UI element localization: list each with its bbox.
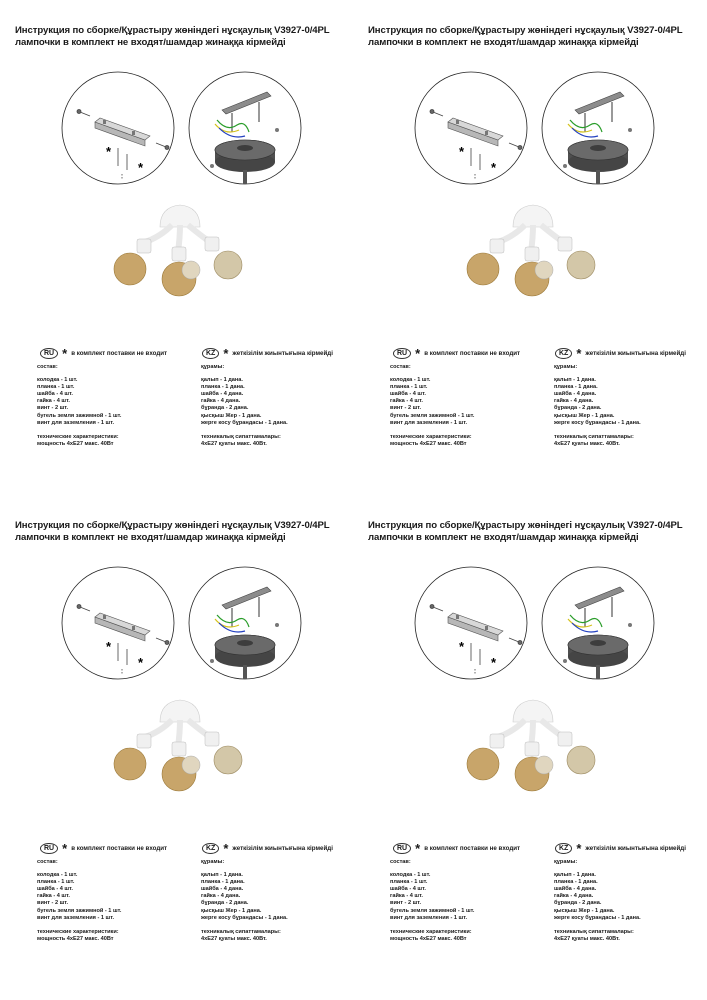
list-item: планка - 1 шт. xyxy=(390,879,428,886)
kz-tech-heading: техникалық сипаттамалары: xyxy=(201,928,281,935)
list-item: шайба - 4 шт. xyxy=(37,886,73,893)
list-item: қалып - 1 дана. xyxy=(554,377,596,384)
title-line-1: Инструкция по сборке/Құрастыру жөніндегі нұсқаулық V3927-0/4PL xyxy=(368,520,683,531)
ru-contents xyxy=(390,364,474,448)
ru-badge: RU xyxy=(393,348,411,359)
lamp-illustration xyxy=(100,692,260,797)
list-item: бұранда - 2 дана. xyxy=(201,405,249,412)
page-title xyxy=(15,25,355,48)
list-item: планка - 1 дана. xyxy=(554,879,598,886)
canopy-icon xyxy=(160,700,200,722)
bracket-mounting-diagram xyxy=(413,565,529,681)
list-item: қалып - 1 дана. xyxy=(201,377,243,384)
canopy-icon xyxy=(160,205,200,227)
legend-kz xyxy=(555,840,686,856)
list-item: колодка - 1 шт. xyxy=(390,377,431,384)
ru-note: в комплект поставки не входит xyxy=(71,350,168,357)
ru-heading: состав: xyxy=(390,364,411,370)
star-icon: * xyxy=(491,655,497,670)
kz-tech-value: 4хЕ27 қуаты макс. 40Вт. xyxy=(554,935,620,942)
list-item: қалып - 1 дана. xyxy=(201,872,243,879)
title-line-2: лампочки в комплект не входят/шамдар жинаққа кірмейді xyxy=(15,36,286,48)
list-item: винт - 2 шт. xyxy=(390,405,422,412)
legend-ru xyxy=(40,345,168,361)
list-item: гайка - 4 дана. xyxy=(201,893,241,900)
list-item: винт - 2 шт. xyxy=(37,900,69,907)
list-item: жерге косу бұрандасы - 1 дана. xyxy=(554,419,641,426)
list-item: планка - 1 шт. xyxy=(390,384,428,391)
ru-note: в комплект поставки не входит xyxy=(424,350,521,357)
legend-ru xyxy=(393,840,521,856)
list-item: жерге косу бұрандасы - 1 дана. xyxy=(554,914,641,921)
ru-tech-heading: технические характеристики: xyxy=(390,928,472,935)
star-icon: * xyxy=(223,345,229,361)
list-item: бугель земля зажимной - 1 шт. xyxy=(390,907,475,914)
instruction-copy xyxy=(15,25,355,505)
page-title xyxy=(15,520,355,543)
list-item: винт для заземления - 1 шт. xyxy=(37,419,115,426)
ru-contents xyxy=(390,859,474,943)
list-item: гайка - 4 шт. xyxy=(37,398,70,405)
list-item: бугель земля зажимной - 1 шт. xyxy=(37,907,122,914)
ru-tech-value: мощность 4хЕ27 макс. 40Вт xyxy=(390,440,467,447)
ru-tech-heading: технические характеристики: xyxy=(37,433,119,440)
list-item: шайба - 4 дана. xyxy=(201,391,244,398)
list-item: планка - 1 дана. xyxy=(201,384,245,391)
kz-badge: KZ xyxy=(202,843,219,854)
list-item: колодка - 1 шт. xyxy=(37,377,78,384)
list-item: винт - 2 шт. xyxy=(390,900,422,907)
ru-note: в комплект поставки не входит xyxy=(424,845,521,852)
screw-icon xyxy=(210,659,214,663)
star-icon: * xyxy=(62,840,68,856)
list-item: қысқыш Жер - 1 дана. xyxy=(554,907,615,914)
list-item: гайка - 4 шт. xyxy=(390,398,423,405)
list-item: планка - 1 шт. xyxy=(37,879,75,886)
ru-tech-heading: технические характеристики: xyxy=(37,928,119,935)
kz-contents xyxy=(554,364,641,448)
star-icon: * xyxy=(459,639,465,654)
legend-kz xyxy=(202,345,333,361)
canopy-wiring-diagram xyxy=(540,565,656,681)
list-item: шайба - 4 дана. xyxy=(554,886,597,893)
kz-tech-heading: техникалық сипаттамалары: xyxy=(554,928,634,935)
screw-icon xyxy=(628,128,632,132)
list-item: бұранда - 2 дана. xyxy=(554,405,602,412)
list-item: қысқыш Жер - 1 дана. xyxy=(554,412,615,419)
list-item: жерге косу бұрандасы - 1 дана. xyxy=(201,419,288,426)
ru-contents xyxy=(37,364,121,448)
star-icon: * xyxy=(138,655,144,670)
kz-contents xyxy=(201,364,288,448)
star-icon: * xyxy=(223,840,229,856)
star-icon: * xyxy=(415,840,421,856)
instruction-copy xyxy=(368,520,707,1000)
star-icon: * xyxy=(138,160,144,175)
lamp-illustration xyxy=(453,692,613,797)
canopy-icon xyxy=(513,205,553,227)
title-line-2: лампочки в комплект не входят/шамдар жинаққа кірмейді xyxy=(368,36,639,48)
list-item: бұранда - 2 дана. xyxy=(554,900,602,907)
list-item: бұранда - 2 дана. xyxy=(201,900,249,907)
list-item: қысқыш Жер - 1 дана. xyxy=(201,907,262,914)
title-line-2: лампочки в комплект не входят/шамдар жинаққа кірмейді xyxy=(15,531,286,543)
screw-icon xyxy=(628,623,632,627)
kz-contents xyxy=(554,859,641,943)
ru-badge: RU xyxy=(40,843,58,854)
list-item: винт для заземления - 1 шт. xyxy=(390,419,468,426)
ru-contents xyxy=(37,859,121,943)
kz-tech-heading: техникалық сипаттамалары: xyxy=(201,433,281,440)
kz-note: жеткізілім жиынтығына кірмейді xyxy=(585,845,686,852)
lamp-illustration xyxy=(453,197,613,302)
list-item: шайба - 4 шт. xyxy=(390,391,426,398)
bracket-mounting-diagram xyxy=(60,70,176,186)
ru-tech-heading: технические характеристики: xyxy=(390,433,472,440)
canopy-wiring-diagram xyxy=(540,70,656,186)
star-icon: * xyxy=(106,144,112,159)
kz-tech-heading: техникалық сипаттамалары: xyxy=(554,433,634,440)
kz-heading: құрамы: xyxy=(201,859,225,865)
list-item: гайка - 4 шт. xyxy=(390,893,423,900)
list-item: бугель земля зажимной - 1 шт. xyxy=(37,412,122,419)
screw-icon xyxy=(563,164,567,168)
list-item: гайка - 4 дана. xyxy=(554,893,594,900)
star-icon: * xyxy=(576,345,582,361)
page-title xyxy=(368,25,707,48)
kz-badge: KZ xyxy=(555,843,572,854)
ru-tech-value: мощность 4хЕ27 макс. 40Вт xyxy=(390,935,467,942)
list-item: планка - 1 шт. xyxy=(37,384,75,391)
kz-note: жеткізілім жиынтығына кірмейді xyxy=(232,350,333,357)
list-item: гайка - 4 дана. xyxy=(201,398,241,405)
kz-heading: құрамы: xyxy=(554,859,578,865)
ru-tech-value: мощность 4хЕ27 макс. 40Вт xyxy=(37,440,114,447)
star-icon: * xyxy=(106,639,112,654)
kz-note: жеткізілім жиынтығына кірмейді xyxy=(585,350,686,357)
legend-ru xyxy=(40,840,168,856)
bracket-mounting-diagram xyxy=(413,70,529,186)
list-item: шайба - 4 шт. xyxy=(390,886,426,893)
ru-heading: состав: xyxy=(37,364,58,370)
ru-heading: состав: xyxy=(37,859,58,865)
star-icon: * xyxy=(459,144,465,159)
list-item: гайка - 4 шт. xyxy=(37,893,70,900)
list-item: планка - 1 дана. xyxy=(201,879,245,886)
list-item: гайка - 4 дана. xyxy=(554,398,594,405)
kz-heading: құрамы: xyxy=(201,364,225,370)
list-item: жерге косу бұрандасы - 1 дана. xyxy=(201,914,288,921)
ru-note: в комплект поставки не входит xyxy=(71,845,168,852)
ru-badge: RU xyxy=(40,348,58,359)
ru-badge: RU xyxy=(393,843,411,854)
title-line-1: Инструкция по сборке/Құрастыру жөніндегі нұсқаулық V3927-0/4PL xyxy=(15,25,330,36)
list-item: колодка - 1 шт. xyxy=(37,872,78,879)
list-item: винт - 2 шт. xyxy=(37,405,69,412)
ru-heading: состав: xyxy=(390,859,411,865)
star-icon: * xyxy=(62,345,68,361)
title-line-1: Инструкция по сборке/Құрастыру жөніндегі нұсқаулық V3927-0/4PL xyxy=(15,520,330,531)
list-item: бугель земля зажимной - 1 шт. xyxy=(390,412,475,419)
legend-kz xyxy=(555,345,686,361)
canopy-wiring-diagram xyxy=(187,565,303,681)
legend-kz xyxy=(202,840,333,856)
kz-badge: KZ xyxy=(555,348,572,359)
bracket-mounting-diagram xyxy=(60,565,176,681)
star-icon: * xyxy=(415,345,421,361)
list-item: шайба - 4 дана. xyxy=(554,391,597,398)
kz-tech-value: 4хЕ27 қуаты макс. 40Вт. xyxy=(201,935,267,942)
screw-icon xyxy=(275,623,279,627)
canopy-icon xyxy=(513,700,553,722)
title-line-2: лампочки в комплект не входят/шамдар жинаққа кірмейді xyxy=(368,531,639,543)
ru-tech-value: мощность 4хЕ27 макс. 40Вт xyxy=(37,935,114,942)
instruction-copy xyxy=(368,25,707,505)
title-line-1: Инструкция по сборке/Құрастыру жөніндегі нұсқаулық V3927-0/4PL xyxy=(368,25,683,36)
list-item: винт для заземления - 1 шт. xyxy=(37,914,115,921)
screw-icon xyxy=(563,659,567,663)
kz-tech-value: 4хЕ27 қуаты макс. 40Вт. xyxy=(201,440,267,447)
kz-heading: құрамы: xyxy=(554,364,578,370)
list-item: қысқыш Жер - 1 дана. xyxy=(201,412,262,419)
list-item: шайба - 4 дана. xyxy=(201,886,244,893)
lamp-illustration xyxy=(100,197,260,302)
list-item: колодка - 1 шт. xyxy=(390,872,431,879)
legend-ru xyxy=(393,345,521,361)
list-item: шайба - 4 шт. xyxy=(37,391,73,398)
list-item: планка - 1 дана. xyxy=(554,384,598,391)
star-icon: * xyxy=(576,840,582,856)
kz-tech-value: 4хЕ27 қуаты макс. 40Вт. xyxy=(554,440,620,447)
star-icon: * xyxy=(491,160,497,175)
kz-contents xyxy=(201,859,288,943)
list-item: винт для заземления - 1 шт. xyxy=(390,914,468,921)
canopy-wiring-diagram xyxy=(187,70,303,186)
screw-icon xyxy=(275,128,279,132)
kz-note: жеткізілім жиынтығына кірмейді xyxy=(232,845,333,852)
screw-icon xyxy=(210,164,214,168)
kz-badge: KZ xyxy=(202,348,219,359)
list-item: қалып - 1 дана. xyxy=(554,872,596,879)
instruction-copy xyxy=(15,520,355,1000)
page-title xyxy=(368,520,707,543)
